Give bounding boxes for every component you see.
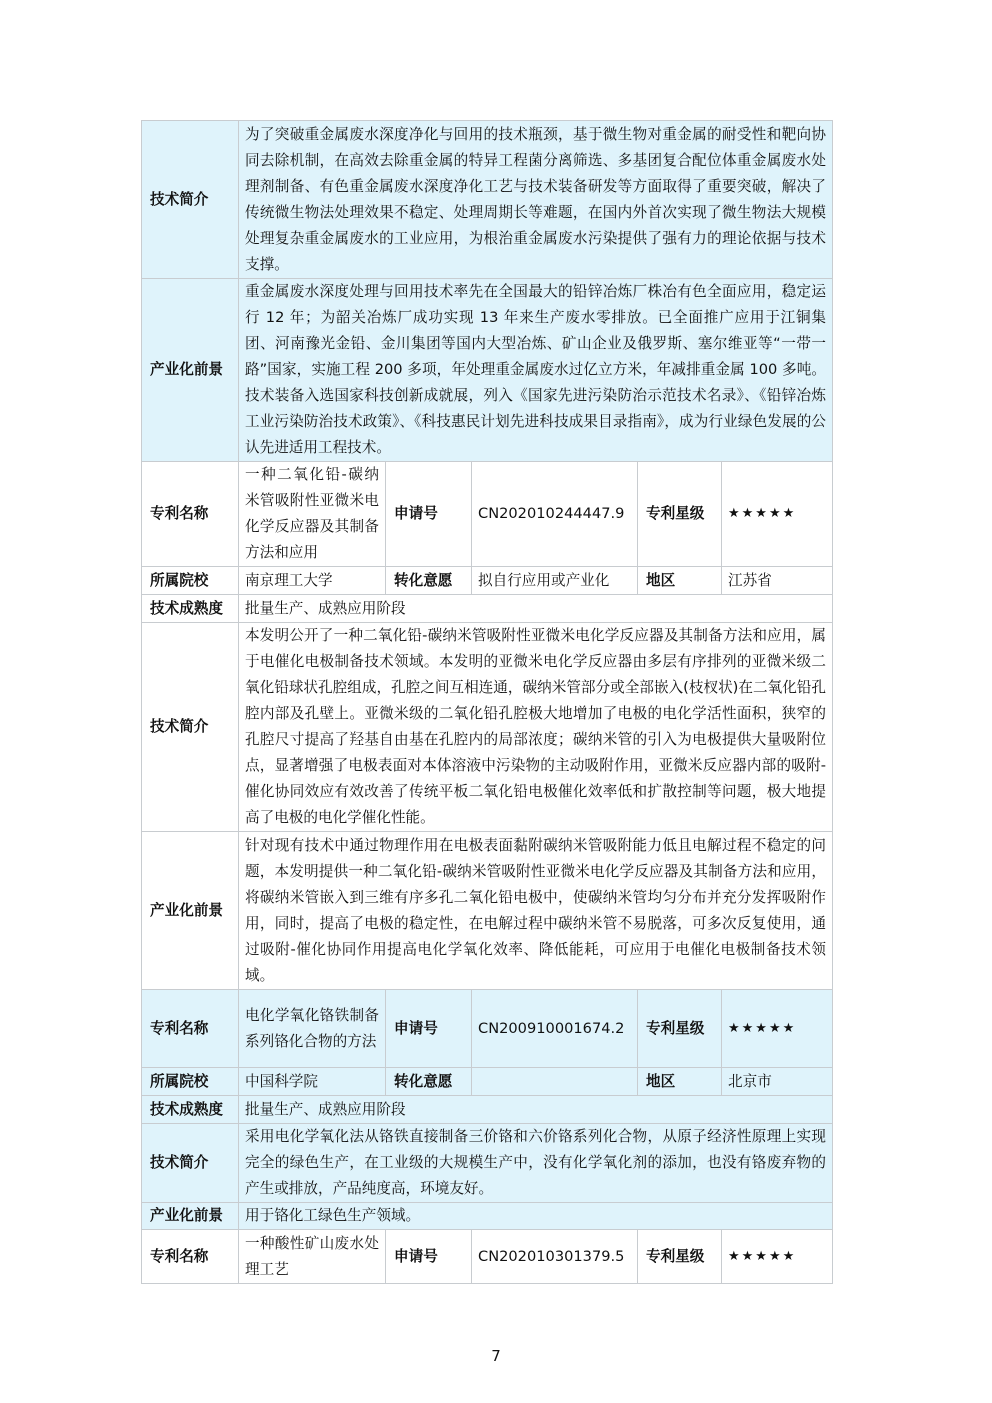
table-row — [142, 990, 833, 1068]
table-row — [142, 462, 833, 567]
patent-name-label: 专利名称 — [142, 1230, 239, 1284]
patent-name: 一种二氧化铅-碳纳米管吸附性亚微米电化学反应器及其制备方法和应用 — [239, 462, 386, 567]
patent-name: 电化学氧化铬铁制备系列铬化合物的方法 — [239, 990, 386, 1068]
table-row — [142, 1203, 833, 1230]
school: 南京理工大学 — [239, 567, 386, 595]
star-rating: ★★★★★ — [722, 462, 833, 567]
app-no: CN202010301379.5 — [472, 1230, 638, 1284]
tech-intro-text: 本发明公开了一种二氧化铅-碳纳米管吸附性亚微米电化学反应器及其制备方法和应用，属于电催化电极制备技术领域。本发明的亚微米电化学反应器由多层有序排列的亚微米级二氧化铅球状孔腔组成，孔腔之间互相连通，碳纳米管部分或全部嵌入(枝杈状)在二氧化铅孔腔内部及孔壁上。亚微米级的二氧化铅孔腔极大地增加了电极的电化学活性面积，狭窄的孔腔尺寸提高了羟基自由基在孔腔内的局部浓度；碳纳米管的引入为电极提供大量吸附位点，显著增强了电极表面对本体溶液中污染物的主动吸附作用，亚微米反应器内部的吸附-催化协同效应有效改善了传统平板二氧化铅电极催化效率低和扩散控制等问题，极大地提高了电极的电化学催化性能。 — [239, 623, 833, 832]
app-no-label: 申请号 — [386, 990, 472, 1068]
patent-table-container — [141, 120, 832, 1284]
table-row — [142, 1068, 833, 1096]
table-row — [142, 567, 833, 595]
intent-label: 转化意愿 — [386, 567, 472, 595]
star-rating: ★★★★★ — [722, 990, 833, 1068]
star-label: 专利星级 — [638, 1230, 722, 1284]
table-row — [142, 1124, 833, 1203]
school-label: 所属院校 — [142, 1068, 239, 1096]
table-row — [142, 832, 833, 990]
tech-intro-label: 技术简介 — [142, 623, 239, 832]
intent — [472, 1068, 638, 1096]
table-row — [142, 121, 833, 279]
patent-name-label: 专利名称 — [142, 990, 239, 1068]
region-label: 地区 — [638, 567, 722, 595]
table-row — [142, 623, 833, 832]
maturity-text: 批量生产、成熟应用阶段 — [239, 1096, 833, 1124]
app-no-label: 申请号 — [386, 1230, 472, 1284]
region-label: 地区 — [638, 1068, 722, 1096]
table-row — [142, 1230, 833, 1284]
star-label: 专利星级 — [638, 990, 722, 1068]
tech-intro-label: 技术简介 — [142, 1124, 239, 1203]
table-row — [142, 279, 833, 462]
patent-name-label: 专利名称 — [142, 462, 239, 567]
region: 北京市 — [722, 1068, 833, 1096]
industrial-prospect-text: 针对现有技术中通过物理作用在电极表面黏附碳纳米管吸附能力低且电解过程不稳定的问题，本发明提供一种二氧化铅-碳纳米管吸附性亚微米电化学反应器及其制备方法和应用，将碳纳米管嵌入到三维有序多孔二氧化铅电极中，使碳纳米管均匀分布并充分发挥吸附作用，同时，提高了电极的稳定性，在电解过程中碳纳米管不易脱落，可多次反复使用，通过吸附-催化协同作用提高电化学氧化效率、降低能耗，可应用于电催化电极制备技术领域。 — [239, 832, 833, 990]
maturity-label: 技术成熟度 — [142, 595, 239, 623]
school: 中国科学院 — [239, 1068, 386, 1096]
region: 江苏省 — [722, 567, 833, 595]
patent-name: 一种酸性矿山废水处理工艺 — [239, 1230, 386, 1284]
industrial-prospect-label: 产业化前景 — [142, 1203, 239, 1230]
industrial-prospect-text: 用于铬化工绿色生产领域。 — [239, 1203, 833, 1230]
intent-label: 转化意愿 — [386, 1068, 472, 1096]
table-row — [142, 595, 833, 623]
patent-table — [141, 120, 833, 1284]
industrial-prospect-label: 产业化前景 — [142, 279, 239, 462]
app-no: CN200910001674.2 — [472, 990, 638, 1068]
star-label: 专利星级 — [638, 462, 722, 567]
star-rating: ★★★★★ — [722, 1230, 833, 1284]
app-no-label: 申请号 — [386, 462, 472, 567]
school-label: 所属院校 — [142, 567, 239, 595]
intent: 拟自行应用或产业化 — [472, 567, 638, 595]
app-no: CN202010244447.9 — [472, 462, 638, 567]
maturity-text: 批量生产、成熟应用阶段 — [239, 595, 833, 623]
tech-intro-label: 技术简介 — [142, 121, 239, 279]
tech-intro-text: 采用电化学氧化法从铬铁直接制备三价铬和六价铬系列化合物，从原子经济性原理上实现完全的绿色生产，在工业级的大规模生产中，没有化学氧化剂的添加，也没有铬废弃物的产生或排放，产品纯度高，环境友好。 — [239, 1124, 833, 1203]
industrial-prospect-label: 产业化前景 — [142, 832, 239, 990]
table-row — [142, 1096, 833, 1124]
page-number: 7 — [491, 1347, 501, 1365]
maturity-label: 技术成熟度 — [142, 1096, 239, 1124]
industrial-prospect-text: 重金属废水深度处理与回用技术率先在全国最大的铅锌冶炼厂株冶有色全面应用，稳定运行 12 年；为韶关冶炼厂成功实现 13 年来生产废水零排放。已全面推广应用于江铜集团、河南豫光金铅、金川集团等国内大型冶炼、矿山企业及俄罗斯、塞尔维亚等“一带一路”国家，实施工程 200 多项，年处理重金属废水过亿立方米，年减排重金属 100 多吨。技术装备入选国家科技创新成就展，列入《国家先进污染防治示范技术名录》、《铅锌冶炼工业污染防治技术政策》、《科技惠民计划先进科技成果目录指南》，成为行业绿色发展的公认先进适用工程技术。 — [239, 279, 833, 462]
tech-intro-text: 为了突破重金属废水深度净化与回用的技术瓶颈，基于微生物对重金属的耐受性和靶向协同去除机制，在高效去除重金属的特异工程菌分离筛选、多基团复合配位体重金属废水处理剂制备、有色重金属废水深度净化工艺与技术装备研发等方面取得了重要突破，解决了传统微生物法处理效果不稳定、处理周期长等难题，在国内外首次实现了微生物法大规模处理复杂重金属废水的工业应用，为根治重金属废水污染提供了强有力的理论依据与技术支撑。 — [239, 121, 833, 279]
